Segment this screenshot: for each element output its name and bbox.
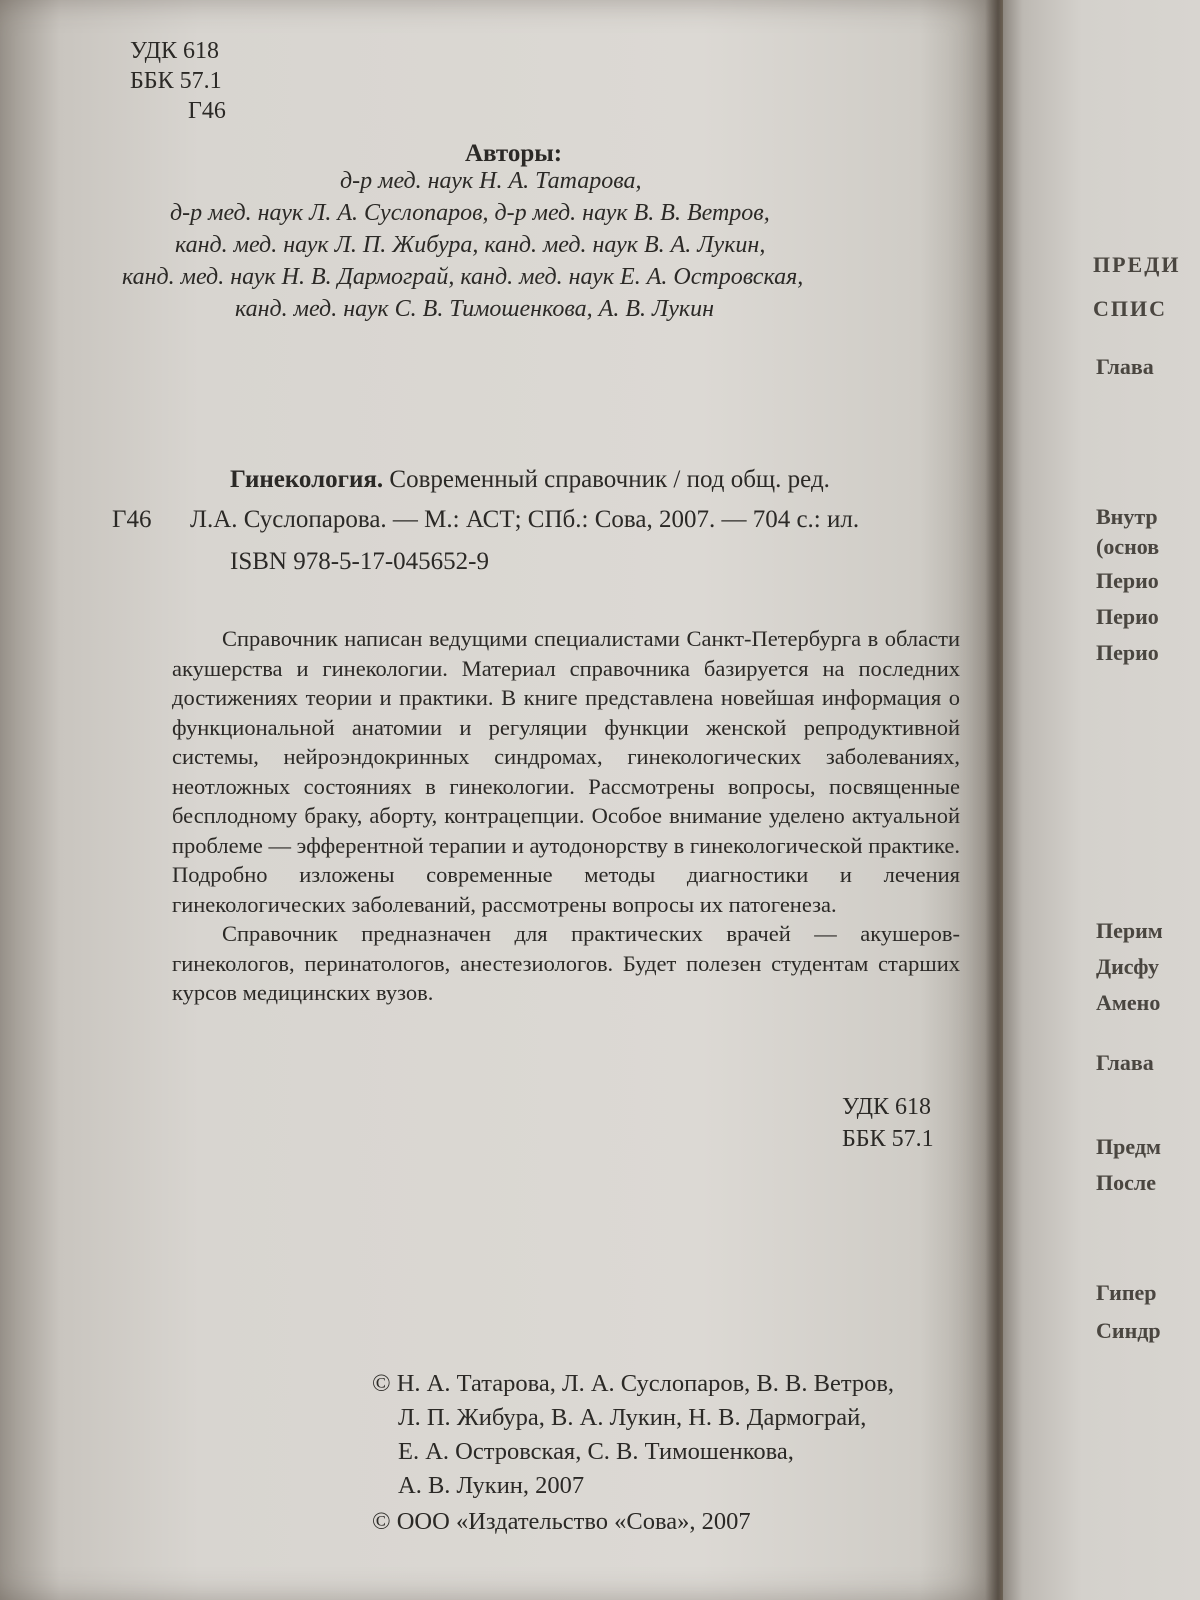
annotation bbox=[172, 624, 960, 1008]
toc-fragment: Перио bbox=[1096, 568, 1159, 593]
bibliographic-imprint: Л.А. Суслопарова. — М.: АСТ; СПб.: Сова, 2007. — 704 с.: ил. bbox=[190, 506, 860, 533]
toc-fragment: Предм bbox=[1096, 1134, 1161, 1159]
authors-line: канд. мед. наук Н. В. Дармограй, канд. мед. наук Е. А. Островская, bbox=[122, 264, 804, 290]
right-page bbox=[1003, 0, 1200, 1600]
toc-fragment: Гипер bbox=[1096, 1280, 1157, 1305]
copyright-line: Е. А. Островская, С. В. Тимошенкова, bbox=[398, 1438, 794, 1465]
authors-line: канд. мед. наук Л. П. Жибура, канд. мед. наук В. А. Лукин, bbox=[175, 232, 766, 258]
authors-line: канд. мед. наук С. В. Тимошенкова, А. В. Лукин bbox=[235, 296, 715, 322]
toc-fragment: Дисфу bbox=[1096, 954, 1159, 979]
toc-fragment: (основ bbox=[1096, 534, 1160, 559]
author-mark-top: Г46 bbox=[188, 98, 226, 124]
authors-heading: Авторы: bbox=[465, 140, 563, 167]
toc-fragment: Перио bbox=[1096, 604, 1159, 629]
annotation-paragraph: Справочник написан ведущими специалистами Санкт-Петербурга в области акушерства и гинекологии. Материал справочника базируется на последних достижениях теории и практики. В книге представлена новейшая информация о функциональной анатомии и регуляции функции женской репродуктивной системы, нейроэндокринных синдромах, гинекологических заболеваниях, неотложных состояниях в гинекологии. Рассмотрены вопросы, посвященные бесплодному браку, аборту, контрацепции. Особое внимание уделено актуальной проблеме — эфферентной терапии и аутодонорству в гинекологической практике. Подробно изложены современные методы диагностики и лечения гинекологических заболеваний, рассмотрены вопросы их патогенеза. bbox=[172, 626, 960, 917]
toc-fragment: ПРЕДИ bbox=[1093, 252, 1181, 277]
toc-fragment: СПИС bbox=[1093, 296, 1167, 321]
authors-line: д-р мед. наук Н. А. Татарова, bbox=[340, 168, 642, 194]
book-title: Гинекология. bbox=[230, 466, 384, 493]
toc-fragment: Глава bbox=[1096, 354, 1154, 379]
bibliographic-title-line bbox=[230, 466, 830, 494]
copyright-line: © Н. А. Татарова, Л. А. Суслопаров, В. В. Ветров, bbox=[372, 1370, 895, 1397]
bibliographic-editor: Современный справочник / под общ. ред. bbox=[383, 466, 830, 493]
copyright-line: А. В. Лукин, 2007 bbox=[398, 1472, 585, 1499]
toc-fragment: Перим bbox=[1096, 918, 1163, 943]
author-mark: Г46 bbox=[112, 506, 152, 533]
udk-code-bottom: УДК 618 bbox=[842, 1094, 931, 1120]
toc-fragment: Внутр bbox=[1096, 504, 1158, 529]
toc-fragment: После bbox=[1096, 1170, 1156, 1195]
bbk-code-bottom: ББК 57.1 bbox=[842, 1126, 934, 1152]
copyright-publisher: © ООО «Издательство «Сова», 2007 bbox=[372, 1508, 751, 1535]
authors-line: д-р мед. наук Л. А. Суслопаров, д-р мед. наук В. В. Ветров, bbox=[170, 200, 770, 226]
toc-fragment: Амено bbox=[1096, 990, 1161, 1015]
bbk-code-top: ББК 57.1 bbox=[130, 68, 222, 94]
toc-fragment: Глава bbox=[1096, 1050, 1154, 1075]
udk-code-top: УДК 618 bbox=[130, 38, 219, 64]
isbn: ISBN 978-5-17-045652-9 bbox=[230, 548, 490, 575]
annotation-paragraph: Справочник предназначен для практических врачей — акушеров-гинекологов, перинатологов, анестезиологов. Будет полезен студентам старших курсов медицинских вузов. bbox=[172, 921, 960, 1005]
toc-fragment: Синдр bbox=[1096, 1318, 1161, 1343]
copyright-line: Л. П. Жибура, В. А. Лукин, Н. В. Дармограй, bbox=[398, 1404, 867, 1431]
toc-fragment: Перио bbox=[1096, 640, 1159, 665]
